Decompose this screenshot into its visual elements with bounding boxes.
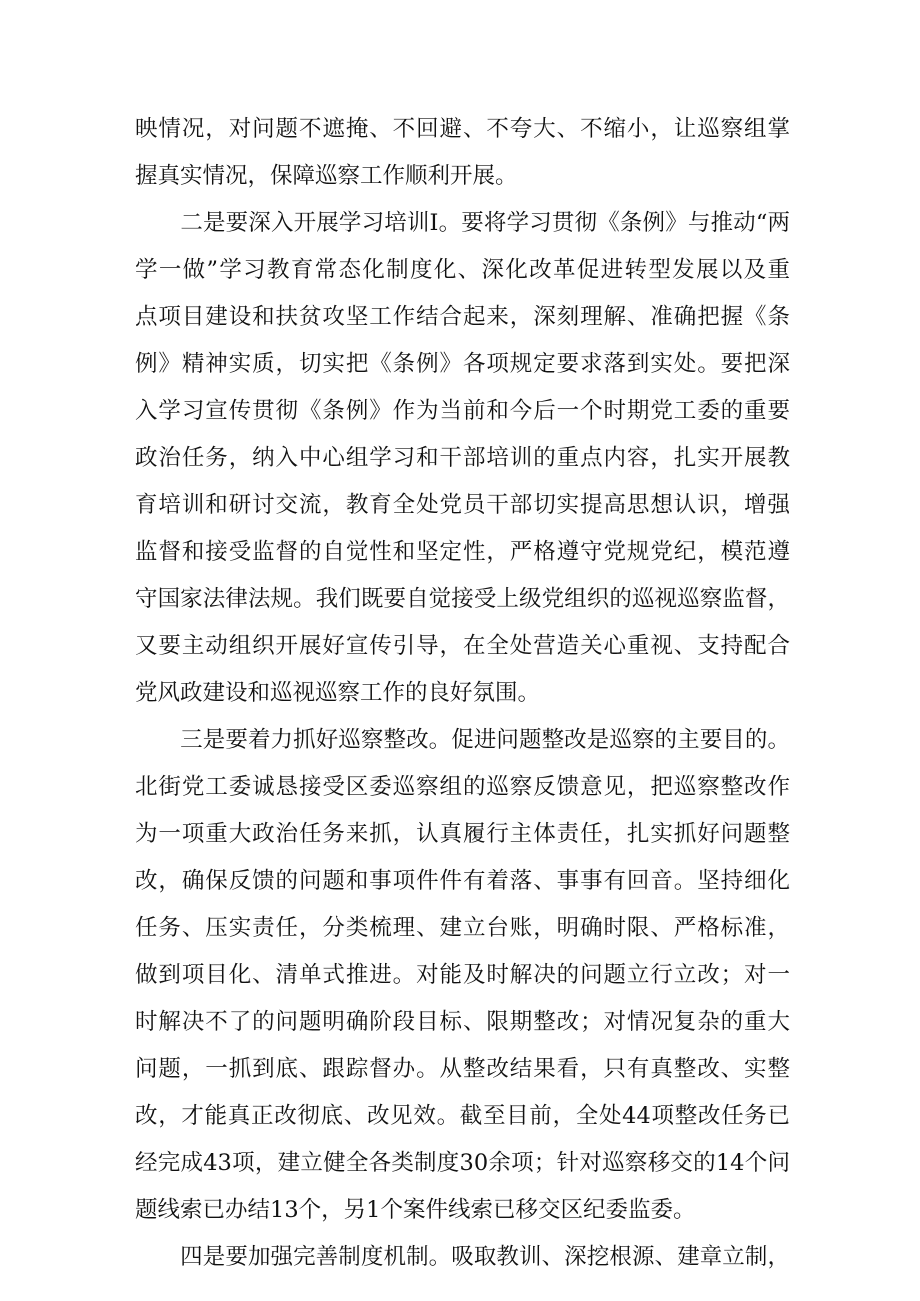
text-line: 题线索已办结13个，另1个案件线索已移交区纪委监委。	[135, 1197, 696, 1223]
text-line: 映情况，对问题不遮掩、不回避、不夸大、不缩小，让巡察组掌	[135, 116, 790, 142]
text-line: 党风政建设和巡视巡察工作的良好氛围。	[135, 680, 541, 706]
text-line: 做到项目化、清单式推进。对能及时解决的问题立行立改；对一	[135, 962, 790, 988]
text-line: 改，确保反馈的问题和事项件件有着落、事事有回音。坚持细化	[135, 868, 790, 894]
text-line: 北街党工委诚恳接受区委巡察组的巡察反馈意见，把巡察整改作	[135, 774, 790, 800]
text-line: 育培训和研讨交流，教育全处党员干部切实提高思想认识，增强	[135, 492, 790, 518]
text-line: 为一项重大政治任务来抓，认真履行主体责任，扎实抓好问题整	[135, 821, 790, 847]
text-line: 改，才能真正改彻底、改见效。截至目前，全处44项整改任务已	[135, 1103, 790, 1129]
text-line: 三是要着力抓好巡察整改。促进问题整改是巡察的主要目的。	[135, 727, 790, 753]
text-line: 握真实情况，保障巡察工作顺利开展。	[135, 163, 518, 189]
text-line: 守国家法律法规。我们既要自觉接受上级党组织的巡视巡察监督，	[135, 586, 790, 612]
text-line: 入学习宣传贯彻《条例》作为当前和今后一个时期党工委的重要	[135, 398, 790, 424]
text-line: 四是要加强完善制度机制。吸取教训、深挖根源、建章立制，	[135, 1244, 790, 1270]
text-line: 经完成43项，建立健全各类制度30余项；针对巡察移交的14个问	[135, 1150, 790, 1176]
text-line: 又要主动组织开展好宣传引导，在全处营造关心重视、支持配合	[135, 633, 790, 659]
paragraph-study-training	[135, 200, 790, 717]
paragraph-institution	[135, 1234, 790, 1281]
document-body	[135, 106, 790, 1281]
paragraph-continuation	[135, 106, 790, 200]
text-line: 点项目建设和扶贫攻坚工作结合起来，深刻理解、准确把握《条	[135, 304, 790, 330]
text-line: 问题，一抓到底、跟踪督办。从整改结果看，只有真整改、实整	[135, 1056, 790, 1082]
text-line: 学一做”学习教育常态化制度化、深化改革促进转型发展以及重	[135, 257, 790, 283]
text-line: 任务、压实责任，分类梳理、建立台账，明确时限、严格标准，	[135, 915, 790, 941]
text-line: 例》精神实质，切实把《条例》各项规定要求落到实处。要把深	[135, 351, 790, 377]
text-line: 时解决不了的问题明确阶段目标、限期整改；对情况复杂的重大	[135, 1009, 790, 1035]
text-line: 政治任务，纳入中心组学习和干部培训的重点内容，扎实开展教	[135, 445, 790, 471]
text-line: 二是要深入开展学习培训Ⅰ。要将学习贯彻《条例》与推动“两	[135, 210, 790, 236]
text-line: 监督和接受监督的自觉性和坚定性，严格遵守党规党纪，模范遵	[135, 539, 790, 565]
paragraph-rectification	[135, 717, 790, 1234]
